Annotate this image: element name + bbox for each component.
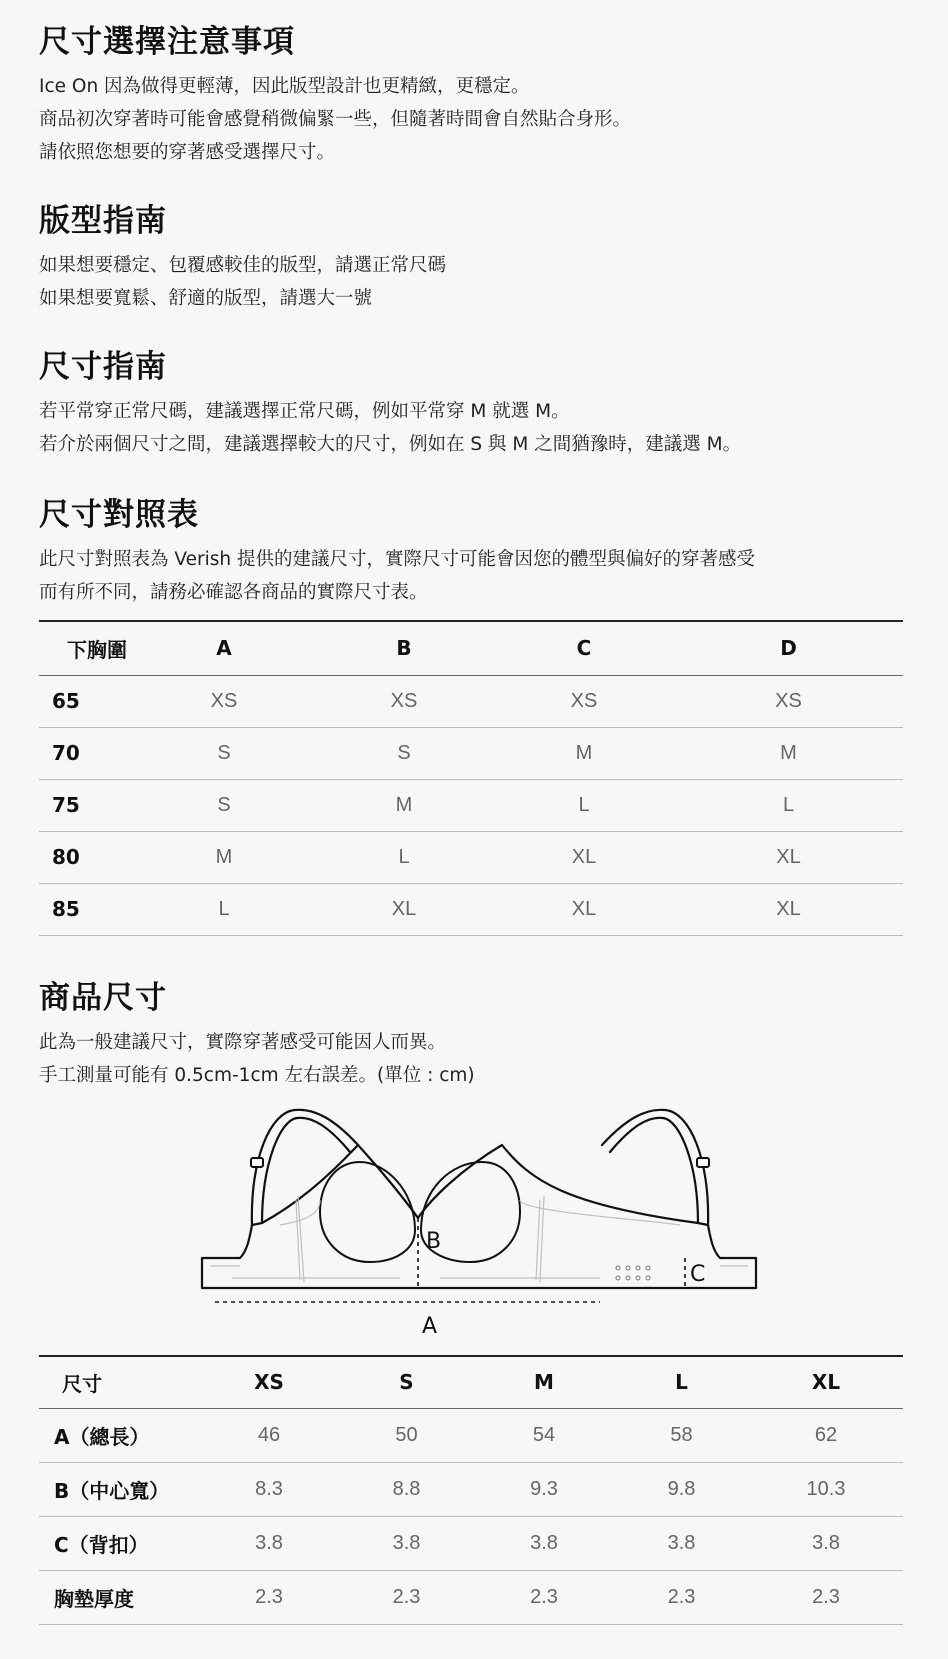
header-underbust: 下胸圍 (67, 637, 127, 662)
fit-guide-title: 版型指南 (39, 203, 167, 239)
stitch-lines (210, 1196, 748, 1282)
size-cell: XS (390, 689, 418, 712)
header-s: S (399, 1370, 414, 1395)
stitch-left (210, 1200, 320, 1266)
size-cell: XL (391, 897, 417, 920)
table-row (39, 1516, 903, 1570)
measure-cell: 3.8 (530, 1531, 558, 1554)
measure-cell: 2.3 (667, 1585, 696, 1608)
table-row (39, 675, 903, 727)
measure-cell: 10.3 (806, 1477, 846, 1500)
measure-name: B（中心寬） (54, 1478, 170, 1503)
right-slider-icon (697, 1158, 709, 1167)
measure-cell: 3.8 (392, 1531, 421, 1554)
size-cell: M (575, 741, 593, 764)
size-cell: M (395, 793, 413, 816)
left-slider-icon (251, 1158, 263, 1167)
notice-line: Ice On 因為做得更輕薄，因此版型設計也更精緻，更穩定。 (39, 76, 530, 97)
underbust-value: 65 (52, 689, 80, 713)
size-cell: XL (776, 845, 801, 868)
label-c: C (690, 1262, 706, 1287)
measure-cell: 2.3 (530, 1585, 558, 1608)
size-chart-title: 尺寸對照表 (39, 497, 199, 533)
measure-cell: 8.3 (255, 1477, 283, 1500)
header-m: M (534, 1370, 554, 1395)
size-guide-text (39, 395, 909, 461)
size-guide-line: 若介於兩個尺寸之間，建議選擇較大的尺寸，例如在 S 與 M 之間猶豫時，建議選 M。 (39, 434, 742, 455)
stitch-sides (296, 1196, 544, 1282)
notice-text (39, 70, 909, 169)
size-chart-text (39, 543, 909, 609)
header-cup-a: A (216, 636, 232, 661)
bra-measurement-diagram (200, 1100, 760, 1340)
header-xs: XS (254, 1370, 284, 1395)
size-chart-section (39, 495, 909, 609)
fit-guide-line: 如果想要寬鬆、舒適的版型，請選大一號 (39, 288, 373, 309)
header-size: 尺寸 (62, 1371, 102, 1396)
measure-name: C（背扣） (54, 1532, 149, 1557)
table-row (39, 1570, 903, 1624)
size-chart-table (39, 620, 903, 936)
product-size-title: 商品尺寸 (39, 980, 167, 1016)
bra-illustration (200, 1100, 760, 1340)
table-row (39, 831, 903, 883)
product-size-line: 此為一般建議尺寸，實際穿著感受可能因人而異。 (39, 1032, 447, 1053)
notice-section (39, 22, 909, 169)
size-guide-line: 若平常穿正常尺碼，建議選擇正常尺碼，例如平常穿 M 就選 M。 (39, 401, 570, 422)
measure-cell: 46 (257, 1423, 281, 1446)
measure-cell: 50 (395, 1423, 418, 1446)
fit-guide-line: 如果想要穩定、包覆感較佳的版型，請選正常尺碼 (39, 255, 447, 276)
size-cell: M (215, 845, 233, 868)
measure-cell: 2.3 (255, 1585, 283, 1608)
size-cell: S (217, 793, 231, 816)
header-xl: XL (811, 1370, 841, 1395)
measure-cell: 62 (814, 1423, 838, 1446)
underbust-value: 75 (52, 793, 80, 817)
cups (320, 1162, 520, 1262)
fit-guide-text (39, 249, 909, 315)
label-a: A (422, 1314, 438, 1339)
size-cell: S (397, 741, 411, 764)
header-cup-d: D (780, 636, 797, 661)
measure-cell: 2.3 (392, 1585, 421, 1608)
label-b: B (426, 1229, 442, 1254)
table-row (39, 779, 903, 831)
table-row (39, 1408, 903, 1462)
size-cell: XS (775, 689, 802, 712)
table-row (39, 727, 903, 779)
measure-cell: 9.3 (530, 1477, 558, 1500)
table-row (39, 1462, 903, 1516)
product-size-header-row (39, 1356, 903, 1408)
size-chart-header-row (39, 621, 903, 675)
measure-cell: 3.8 (255, 1531, 283, 1554)
underbust-value: 85 (52, 897, 80, 921)
size-chart-line: 而有所不同，請務必確認各商品的實際尺寸表。 (39, 582, 428, 603)
size-guide-section (39, 347, 909, 461)
size-cell: M (780, 741, 797, 764)
size-cell: XS (210, 689, 238, 712)
fit-guide-section (39, 201, 909, 315)
size-cell: L (398, 845, 410, 868)
measure-cell: 2.3 (812, 1585, 840, 1608)
notice-line: 請依照您想要的穿著感受選擇尺寸。 (39, 142, 336, 163)
measure-name: A（總長） (54, 1424, 150, 1449)
notice-line: 商品初次穿著時可能會感覺稍微偏緊一些，但隨著時間會自然貼合身形。 (39, 109, 632, 130)
size-cell: L (218, 897, 230, 920)
measure-cell: 3.8 (667, 1531, 696, 1554)
header-cup-b: B (396, 636, 412, 661)
size-cell: XL (571, 897, 597, 920)
size-cell: XL (571, 845, 597, 868)
measure-cell: 9.8 (667, 1477, 696, 1500)
table-row (39, 883, 903, 935)
product-size-text (39, 1026, 909, 1092)
size-cell: XS (570, 689, 598, 712)
underbust-value: 70 (52, 741, 80, 765)
measure-cell: 8.8 (392, 1477, 421, 1500)
size-cell: L (578, 793, 590, 816)
size-cell: XL (776, 897, 801, 920)
size-chart-line: 此尺寸對照表為 Verish 提供的建議尺寸，實際尺寸可能會因您的體型與偏好的穿著感受 (39, 549, 755, 570)
stitch-right (520, 1200, 748, 1266)
product-size-table (39, 1355, 903, 1625)
notice-title: 尺寸選擇注意事項 (39, 24, 295, 60)
header-cup-c: C (576, 636, 592, 661)
measure-cell: 3.8 (812, 1531, 840, 1554)
header-l: L (675, 1370, 688, 1395)
product-size-line: 手工測量可能有 0.5cm-1cm 左右誤差。(單位 : cm) (39, 1065, 475, 1086)
size-cell: S (217, 741, 231, 764)
measure-name: 胸墊厚度 (54, 1586, 134, 1611)
measure-cell: 58 (670, 1423, 693, 1446)
left-cup (320, 1162, 415, 1262)
size-guide-title: 尺寸指南 (39, 349, 167, 385)
product-size-section (39, 978, 909, 1092)
right-strap-inner (610, 1118, 698, 1223)
measure-cell: 54 (532, 1423, 556, 1446)
hook-eyes-icon (616, 1266, 650, 1280)
size-cell: L (782, 793, 795, 816)
bra-body-outline (202, 1145, 756, 1288)
underbust-value: 80 (52, 845, 80, 869)
